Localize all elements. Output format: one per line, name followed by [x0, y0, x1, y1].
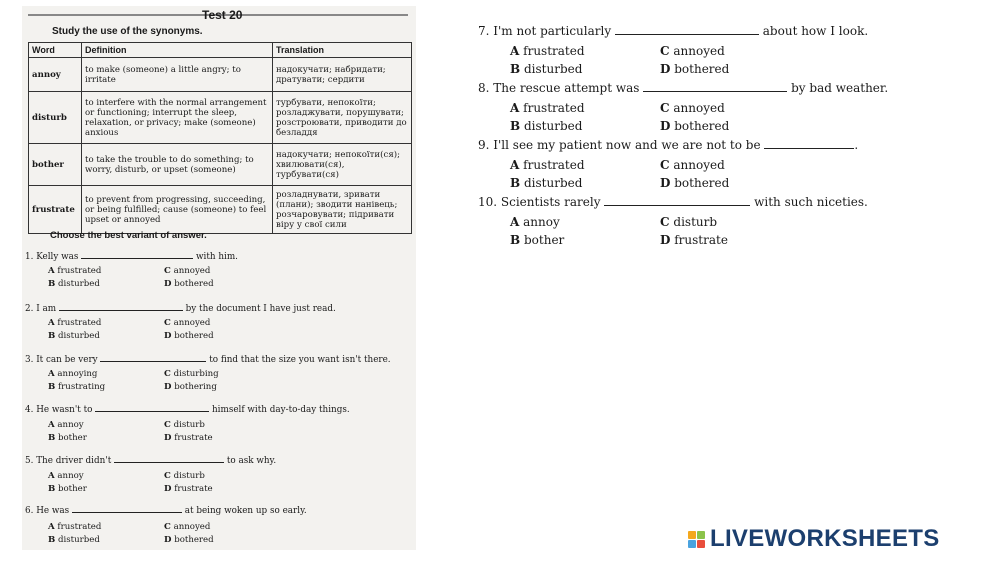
- question-text: to find that the size you want isn't there.: [209, 355, 391, 365]
- word-cell: bother: [29, 144, 82, 186]
- answer-blank[interactable]: [100, 353, 206, 362]
- definition-cell: to take the trouble to do something; to worry, disturb, or upset (someone): [82, 144, 273, 186]
- option-c[interactable]: C annoyed: [660, 158, 725, 172]
- option-a[interactable]: A annoy: [510, 215, 560, 229]
- liveworksheets-logo: [688, 524, 940, 554]
- option-d[interactable]: D bothered: [660, 119, 730, 133]
- definition-cell: to make (someone) a little angry; to irritate: [82, 58, 273, 92]
- answer-blank[interactable]: [604, 195, 750, 206]
- question-6: [25, 504, 307, 516]
- table-header-row: [29, 43, 412, 58]
- question-3: [25, 353, 391, 365]
- translation-cell: надокучати; непокоїти(ся); хвилювати(ся), турбувати(ся): [273, 144, 412, 186]
- translation-cell: надокучати; набридати; дратувати; сердити: [273, 58, 412, 92]
- option-a[interactable]: A annoy: [48, 420, 84, 430]
- question-text: 1. Kelly was: [25, 252, 79, 262]
- logo-tile: [697, 531, 705, 539]
- question-text: at being woken up so early.: [184, 506, 307, 516]
- option-b[interactable]: B bother: [510, 233, 565, 247]
- option-b[interactable]: B frustrating: [48, 382, 106, 392]
- option-a[interactable]: A annoying: [48, 369, 98, 379]
- option-a[interactable]: A annoy: [48, 471, 84, 481]
- question-10: [478, 195, 868, 209]
- header-word: Word: [29, 43, 82, 58]
- definition-cell: to interfere with the normal arrangement or functioning; interrupt the sleep, relaxation, or privacy; make (someone) anxious: [82, 92, 273, 144]
- question-text: with him.: [196, 252, 238, 262]
- option-b[interactable]: B disturbed: [48, 535, 100, 545]
- table-row: [29, 92, 412, 144]
- question-text: by the document I have just read.: [185, 304, 336, 314]
- option-c[interactable]: C disturb: [164, 420, 205, 430]
- option-b[interactable]: B disturbed: [48, 279, 100, 289]
- word-cell: annoy: [29, 58, 82, 92]
- question-text: 9. I'll see my patient now and we are not to be: [478, 138, 761, 152]
- option-b[interactable]: B bother: [48, 433, 87, 443]
- word-cell: frustrate: [29, 186, 82, 234]
- option-a[interactable]: A frustrated: [48, 266, 102, 276]
- option-a[interactable]: A frustrated: [510, 158, 585, 172]
- definition-cell: to prevent from progressing, succeeding, or being fulfilled; cause (someone) to feel upset or annoyed: [82, 186, 273, 234]
- option-c[interactable]: C annoyed: [164, 522, 211, 532]
- option-c[interactable]: C annoyed: [164, 318, 211, 328]
- table-row: [29, 144, 412, 186]
- answer-blank[interactable]: [72, 504, 182, 513]
- choose-heading: Choose the best variant of answer.: [50, 230, 207, 241]
- question-text: .: [854, 138, 859, 152]
- question-text: with such niceties.: [754, 195, 868, 209]
- translation-cell: розладнувати, зривати (плани); зводити нанівець; розчаровувати; підривати віру у свої сили: [273, 186, 412, 234]
- option-c[interactable]: C annoyed: [164, 266, 211, 276]
- question-text: 5. The driver didn't: [25, 456, 112, 466]
- answer-blank[interactable]: [114, 454, 224, 463]
- answer-blank[interactable]: [764, 138, 854, 149]
- option-a[interactable]: A frustrated: [48, 318, 102, 328]
- table-row: [29, 58, 412, 92]
- logo-tiles-icon: [688, 531, 705, 548]
- question-8: [478, 81, 888, 95]
- option-b[interactable]: B disturbed: [510, 62, 583, 76]
- table-row: [29, 186, 412, 234]
- answer-blank[interactable]: [643, 81, 787, 92]
- option-a[interactable]: A frustrated: [510, 101, 585, 115]
- word-cell: disturb: [29, 92, 82, 144]
- test-title: Test 20: [202, 8, 243, 22]
- question-1: [25, 250, 238, 262]
- answer-blank[interactable]: [59, 302, 183, 311]
- question-text: by bad weather.: [791, 81, 889, 95]
- question-text: to ask why.: [226, 456, 277, 466]
- question-text: 4. He wasn't to: [25, 405, 93, 415]
- option-b[interactable]: B disturbed: [48, 331, 100, 341]
- option-d[interactable]: D bothered: [660, 62, 730, 76]
- option-b[interactable]: B disturbed: [510, 119, 583, 133]
- question-text: 10. Scientists rarely: [478, 195, 601, 209]
- synonyms-table: [28, 42, 412, 234]
- question-text: 2. I am: [25, 304, 57, 314]
- translation-cell: турбувати, непокоїти; розладжувати, порушувати; розстроювати, приводити до безладдя: [273, 92, 412, 144]
- logo-tile: [688, 531, 696, 539]
- header-definition: Definition: [82, 43, 273, 58]
- question-text: 3. It can be very: [25, 355, 98, 365]
- option-d[interactable]: D bothered: [164, 331, 214, 341]
- answer-blank[interactable]: [81, 250, 193, 259]
- option-c[interactable]: C annoyed: [660, 44, 725, 58]
- question-4: [25, 403, 350, 415]
- logo-text: LIVEWORKSHEETS: [710, 525, 940, 552]
- option-d[interactable]: D frustrate: [660, 233, 728, 247]
- option-a[interactable]: A frustrated: [510, 44, 585, 58]
- option-d[interactable]: D frustrate: [164, 484, 213, 494]
- question-5: [25, 454, 276, 466]
- option-d[interactable]: D bothering: [164, 382, 217, 392]
- question-2: [25, 302, 336, 314]
- option-d[interactable]: D bothered: [164, 535, 214, 545]
- question-text: 8. The rescue attempt was: [478, 81, 640, 95]
- question-text: about how I look.: [762, 24, 869, 38]
- option-d[interactable]: D bothered: [660, 176, 730, 190]
- option-d[interactable]: D bothered: [164, 279, 214, 289]
- answer-blank[interactable]: [95, 403, 209, 412]
- option-b[interactable]: B bother: [48, 484, 87, 494]
- option-c[interactable]: C disturb: [660, 215, 718, 229]
- option-d[interactable]: D frustrate: [164, 433, 213, 443]
- logo-tile: [697, 540, 705, 548]
- logo-tile: [688, 540, 696, 548]
- option-c[interactable]: C annoyed: [660, 101, 725, 115]
- option-b[interactable]: B disturbed: [510, 176, 583, 190]
- question-9: [478, 138, 858, 152]
- question-text: 7. I'm not particularly: [478, 24, 612, 38]
- question-text: himself with day-to-day things.: [212, 405, 350, 415]
- question-text: 6. He was: [25, 506, 70, 516]
- option-c[interactable]: C disturbing: [164, 369, 219, 379]
- option-c[interactable]: C disturb: [164, 471, 205, 481]
- answer-blank[interactable]: [615, 24, 759, 35]
- option-a[interactable]: A frustrated: [48, 522, 102, 532]
- study-heading: Study the use of the synonyms.: [52, 26, 203, 37]
- question-7: [478, 24, 868, 38]
- worksheet-scan-left: [22, 6, 416, 550]
- header-translation: Translation: [273, 43, 412, 58]
